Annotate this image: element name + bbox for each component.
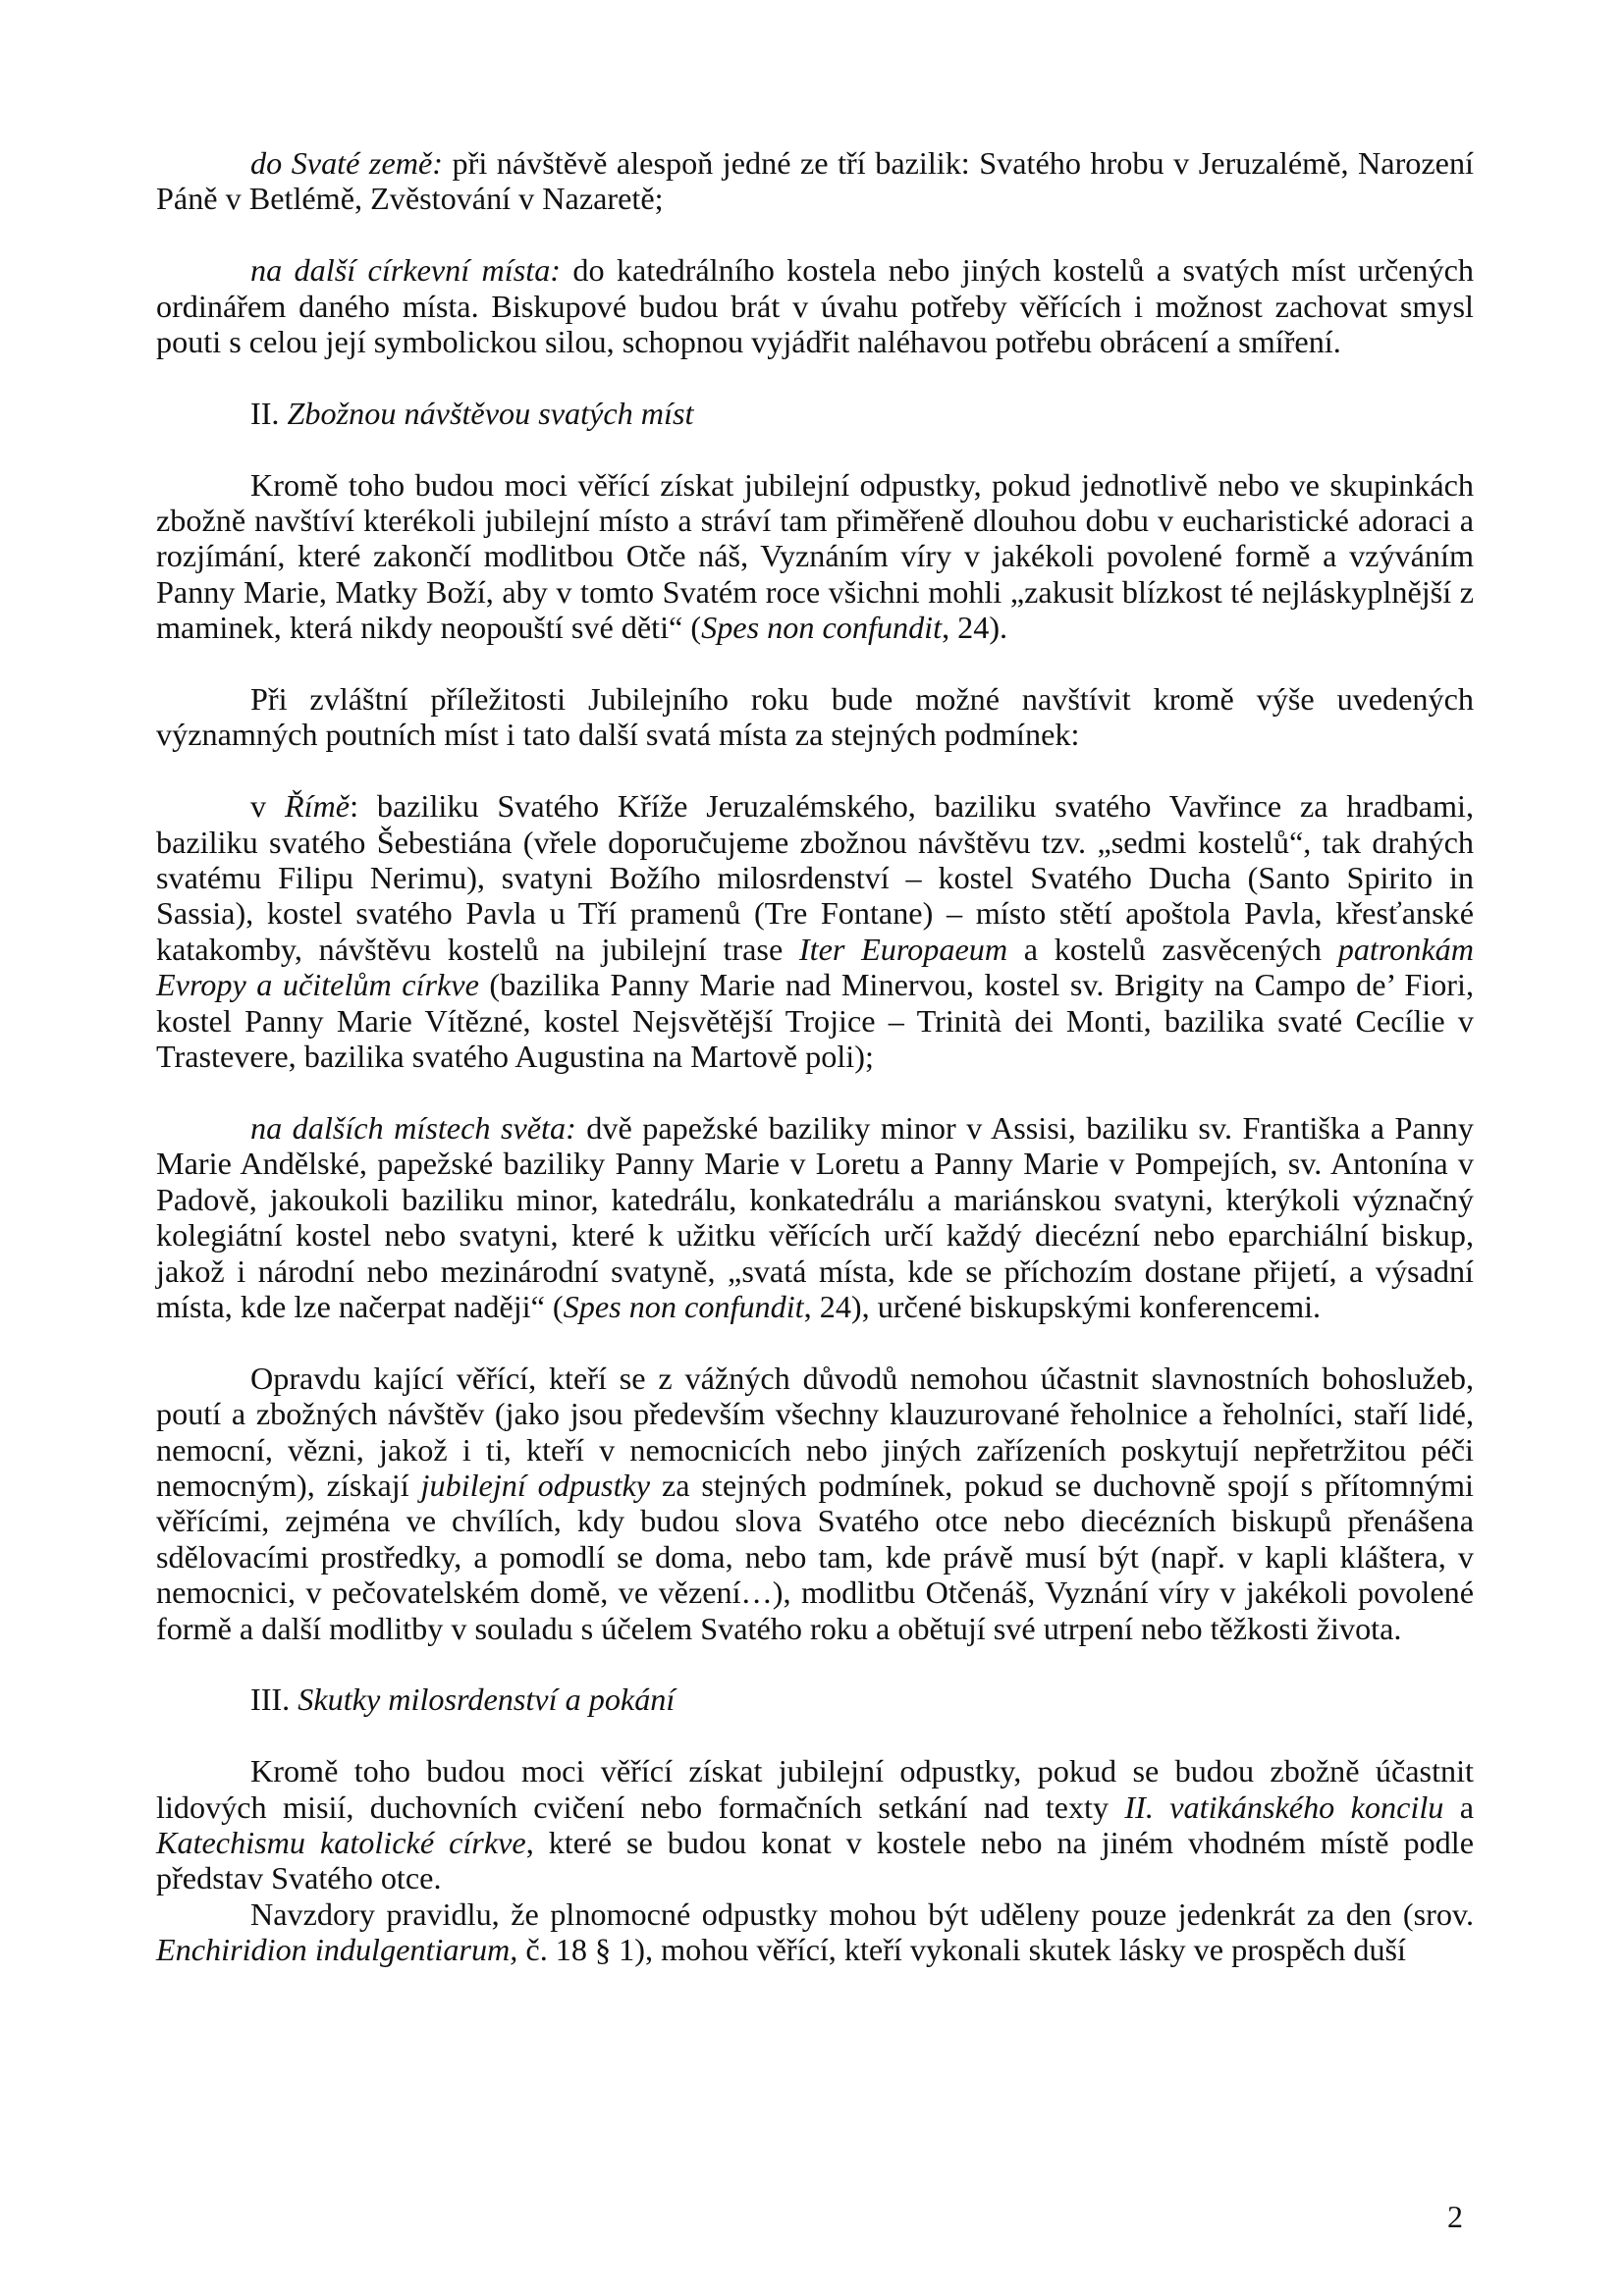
text-run: dvě papežské baziliky minor v Assisi, baziliku sv. Františka a Panny Marie Andělské, papežské baziliky Panny Marie v Loretu a Panny Marie v Pompejích, sv. Antonína v Padově, jakoukoli baziliku minor, katedrálu, konkatedrálu a mariánskou svatyni, kterýkoli význačný kolegiátní kostel nebo svatyni, které k užitku věřících určí každý diecézní nebo eparchiální biskup, jakož i národní nebo mezinárodní svatyně, „svatá místa, kde se příchozím dostane přijetí, a výsadní místa, kde lze načerpat naději“ (: [156, 1109, 1474, 1324]
italic-text: II. vatikánského koncilu: [1124, 1789, 1444, 1825]
section-heading: [156, 1682, 1474, 1717]
body-paragraph: [156, 1896, 1474, 1968]
body-paragraph: [156, 681, 1474, 753]
body-paragraph: [156, 1753, 1474, 1896]
text-run: Kromě toho budou moci věřící získat jubilejní odpustky, pokud jednotlivě nebo ve skupinkách zbožně navštíví kterékoli jubilejní místo a stráví tam přiměřeně dlouhou dobu v eucharistické adoraci a rozjímání, které zakončí modlitbou Otče náš, Vyznáním víry v jakékoli povolené formě a vzýváním Panny Marie, Matky Boží, aby v tomto Svatém roce všichni mohli „zakusit blízkost té nejláskyplnější z maminek, která nikdy neopouští své děti“ (: [156, 466, 1474, 646]
italic-text: Spes non confundit: [701, 610, 943, 646]
italic-text: do Svaté země:: [250, 145, 443, 181]
body-paragraph: [156, 467, 1474, 646]
text-run: Při zvláštní příležitosti Jubilejního roku bude možné navštívit kromě výše uvedených významných poutních míst i tato další svatá místa za stejných podmínek:: [156, 681, 1474, 753]
document-page: [156, 145, 1474, 1968]
italic-text: Zbožnou návštěvou svatých míst: [287, 395, 694, 431]
italic-text: na další církevní místa:: [250, 252, 562, 289]
body-paragraph: [156, 145, 1474, 217]
italic-text: Iter Europaeum: [798, 931, 1008, 967]
text-run: , 24), určené biskupskými konferencemi.: [803, 1288, 1322, 1324]
page-number: 2: [1447, 2199, 1463, 2234]
text-run: a: [1443, 1789, 1475, 1825]
italic-text: Spes non confundit: [563, 1288, 804, 1324]
text-run: , 24).: [942, 610, 1008, 646]
text-run: a kostelů zasvěcených: [1007, 931, 1338, 967]
text-run: Opravdu kající věřící, kteří se z vážných důvodů nemohou účastnit slavnostních bohoslužeb, poutí a zbožných návštěv (jako jsou především všechny klauzurované řeholnice a řeholníci, staří lidé, nemocní, vězni, jakož i ti, kteří v nemocnicích nebo jiných zařízeních poskytují nepřetržitou péči nemocným), získají: [156, 1360, 1474, 1503]
text-run: III.: [250, 1682, 298, 1718]
italic-text: jubilejní odpustky: [420, 1467, 651, 1503]
italic-text: patronkám Evropy a učitelům církve: [156, 931, 1474, 1003]
italic-text: Římě: [284, 788, 351, 825]
text-run: II.: [250, 395, 288, 431]
italic-text: Enchiridion indulgentiarum,: [156, 1932, 518, 1968]
text-run: , které se budou konat v kostele nebo na jiném vhodném místě podle představ Svatého otce.: [156, 1824, 1474, 1896]
text-run: do katedrálního kostela nebo jiných kostelů a svatých míst určených ordinářem daného místa. Biskupové budou brát v úvahu potřeby věřících i možnost zachovat smysl pouti s celou její symbolickou silou, schopnou vyjádřit naléhavou potřebu obrácení a smíření.: [156, 252, 1475, 360]
text-run: Navzdory pravidlu, že plnomocné odpustky mohou být uděleny pouze jedenkrát za den (srov.: [250, 1896, 1474, 1932]
text-run: v: [250, 788, 285, 825]
italic-text: na dalších místech světa:: [250, 1109, 576, 1146]
text-run: č. 18 § 1), mohou věřící, kteří vykonali skutek lásky ve prospěch duší: [517, 1932, 1407, 1968]
body-paragraph: [156, 788, 1474, 1074]
text-run: při návštěvě alespoň jedné ze tří bazilik: Svatého hrobu v Jeruzalémě, Narození Páně v Betlémě, Zvěstování v Nazaretě;: [156, 145, 1474, 217]
text-run: (bazilika Panny Marie nad Minervou, kostel sv. Brigity na Campo de’ Fiori, kostel Panny Marie Vítězné, kostel Nejsvětější Trojice – Trinità dei Monti, bazilika svaté Cecílie v Trastevere, bazilika svatého Augustina na Martově poli);: [156, 967, 1474, 1075]
body-paragraph: [156, 252, 1474, 359]
text-run: Kromě toho budou moci věřící získat jubilejní odpustky, pokud se budou zbožně účastnit lidových misií, duchovních cvičení nebo formačních setkání nad texty: [156, 1753, 1474, 1825]
section-heading: [156, 396, 1474, 431]
text-run: : baziliku Svatého Kříže Jeruzalémského, baziliku svatého Vavřince za hradbami, baziliku svatého Šebestiána (vřele doporučujeme zbožnou návštěvu tzv. „sedmi kostelů“, tak drahých svatému Filipu Nerimu), svatyni Božího milosrdenství – kostel Svatého Ducha (Santo Spirito in Sassia), kostel svatého Pavla u Tří pramenů (Tre Fontane) – místo stětí apoštola Pavla, křesťanské katakomby, návštěvu kostelů na jubilejní trase: [156, 788, 1474, 967]
italic-text: Skutky milosrdenství a pokání: [298, 1682, 676, 1718]
body-paragraph: [156, 1361, 1474, 1646]
body-paragraph: [156, 1110, 1474, 1324]
italic-text: Katechismu katolické církve: [156, 1824, 526, 1860]
text-run: za stejných podmínek, pokud se duchovně spojí s přítomnými věřícími, zejména ve chvílích, kdy budou slova Svatého otce nebo diecézních biskupů přenášena sdělovacími prostředky, a pomodlí se doma, nebo tam, kde právě musí být (např. v kapli kláštera, v nemocnici, v pečovatelském domě, ve vězení…), modlitbu Otčenáš, Vyznání víry v jakékoli povolené formě a další modlitby v souladu s účelem Svatého roku a obětují své utrpení nebo těžkosti života.: [156, 1467, 1474, 1646]
